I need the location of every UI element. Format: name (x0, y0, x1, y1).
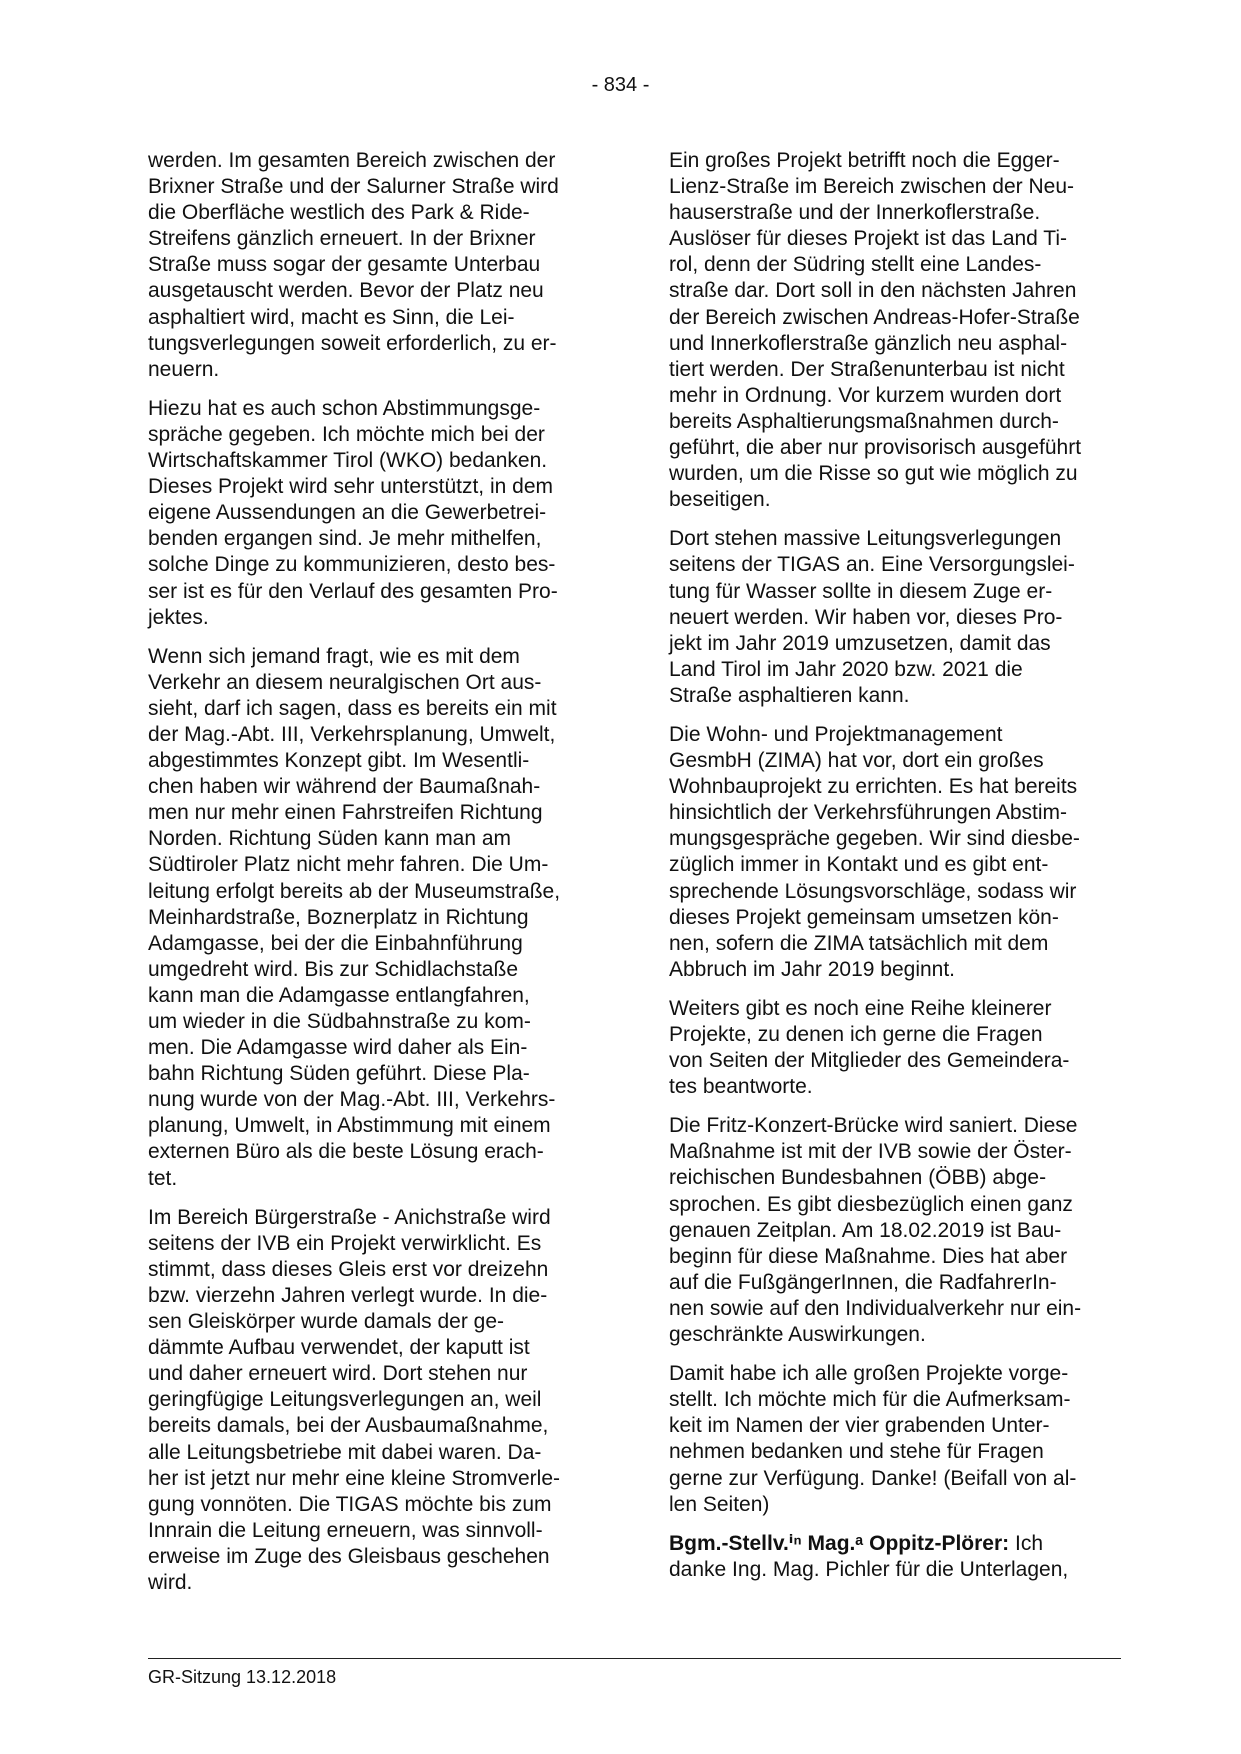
text-line: bzw. vierzehn Jahren verlegt wurde. In die- (148, 1283, 548, 1307)
text-line: hauserstraße und der Innerkoflerstraße. (669, 201, 1041, 225)
text-line: mehr in Ordnung. Vor kurzem wurden dort (669, 383, 1062, 407)
text-line: Streifens gänzlich erneuert. In der Brixner (148, 227, 536, 251)
text-line: Damit habe ich alle großen Projekte vorge- (669, 1362, 1069, 1386)
paragraph (148, 644, 596, 1192)
text-line: dämmte Aufbau verwendet, der kaputt ist (148, 1336, 530, 1360)
text-line: jektes. (148, 605, 209, 629)
text-line: keit im Namen der vier grabenden Unter- (669, 1414, 1050, 1438)
text-line: eigene Aussendungen an die Gewerbetrei- (148, 501, 547, 525)
text-line: Wenn sich jemand fragt, wie es mit dem (148, 644, 520, 668)
footer-divider (148, 1658, 1121, 1659)
text-line: Südtiroler Platz nicht mehr fahren. Die Um- (148, 853, 549, 877)
text-line: Wirtschaftskammer Tirol (WKO) bedanken. (148, 449, 548, 473)
text-line: gung vonnöten. Die TIGAS möchte bis zum (148, 1492, 552, 1516)
text-line: hinsichtlich der Verkehrsführungen Abstim- (669, 801, 1068, 825)
text-line: rol, denn der Südring stellt eine Landes- (669, 253, 1042, 277)
text-line: der Bereich zwischen Andreas-Hofer-Straße (669, 305, 1080, 329)
text-line: alle Leitungsbetriebe mit dabei waren. Da- (148, 1440, 542, 1464)
text-line: geringfügige Leitungsverlegungen an, weil (148, 1388, 542, 1412)
text-line: Die Wohn- und Projektmanagement (669, 722, 1003, 746)
text-line: nen sowie auf den Individualverkehr nur ein- (669, 1296, 1082, 1320)
text-line: der Mag.-Abt. III, Verkehrsplanung, Umwelt, (148, 722, 556, 746)
text-line: seitens der TIGAS an. Eine Versorgungslei- (669, 553, 1075, 577)
text-line: sieht, darf ich sagen, dass es bereits ein mit (148, 696, 557, 720)
text-line: bahn Richtung Süden geführt. Diese Pla- (148, 1062, 530, 1086)
text-line: Dieses Projekt wird sehr unterstützt, in dem (148, 475, 553, 499)
text-line: auf die FußgängerInnen, die RadfahrerIn- (669, 1270, 1057, 1294)
text-line: dieses Projekt gemeinsam umsetzen kön- (669, 905, 1059, 929)
paragraph (669, 1113, 1117, 1348)
text-line: tung für Wasser sollte in diesem Zuge er- (669, 579, 1053, 603)
text-line: Im Bereich Bürgerstraße - Anichstraße wird (148, 1205, 551, 1229)
text-line: asphaltiert wird, macht es Sinn, die Lei- (148, 305, 515, 329)
text-line: sen Gleiskörper wurde damals der ge- (148, 1310, 504, 1334)
text-line: geführt, die aber nur provisorisch ausgeführt (669, 436, 1082, 460)
text-line: Land Tirol im Jahr 2020 bzw. 2021 die (669, 657, 1023, 681)
text-line: len Seiten) (669, 1492, 770, 1516)
text-line: Innrain die Leitung erneuern, was sinnvoll- (148, 1518, 543, 1542)
text-line: Abbruch im Jahr 2019 beginnt. (669, 957, 956, 981)
text-line: nen, sofern die ZIMA tatsächlich mit dem (669, 931, 1049, 955)
paragraph (669, 526, 1117, 709)
text-line: stimmt, dass dieses Gleis erst vor dreizehn (148, 1257, 549, 1281)
text-line: sprochen. Es gibt diesbezüglich einen ganz (669, 1192, 1073, 1216)
text-line: Brixner Straße und der Salurner Straße wird (148, 175, 559, 199)
text-line: Auslöser für dieses Projekt ist das Land Ti- (669, 227, 1068, 251)
text-line: wird. (148, 1570, 193, 1594)
speaker-text-start: Ich (1009, 1531, 1044, 1555)
text-line: von Seiten der Mitglieder des Gemeindera- (669, 1049, 1070, 1073)
text-line: und Innerkoflerstraße gänzlich neu asphal- (669, 331, 1068, 355)
text-line: und daher erneuert wird. Dort stehen nur (148, 1362, 528, 1386)
text-line: Norden. Richtung Süden kann man am (148, 827, 512, 851)
text-line: umgedreht wird. Bis zur Schidlachstaße (148, 957, 518, 981)
text-line: men. Die Adamgasse wird daher als Ein- (148, 1036, 528, 1060)
text-line: tungsverlegungen soweit erforderlich, zu er- (148, 331, 557, 355)
text-line: Straße muss sogar der gesamte Unterbau (148, 253, 541, 277)
text-line: sprechende Lösungsvorschläge, sodass wir (669, 879, 1077, 903)
text-line: jekt im Jahr 2019 umzusetzen, damit das (669, 631, 1051, 655)
text-line: erweise im Zuge des Gleisbaus geschehen (148, 1544, 550, 1568)
left-text-column (148, 148, 596, 1609)
text-line: Maßnahme ist mit der IVB sowie der Öster- (669, 1140, 1072, 1164)
text-line: Meinhardstraße, Boznerplatz in Richtung (148, 905, 529, 929)
text-line: Projekte, zu denen ich gerne die Fragen (669, 1023, 1043, 1046)
text-line: geschränkte Auswirkungen. (669, 1323, 926, 1347)
text-line: Weiters gibt es noch eine Reihe kleinerer (669, 996, 1052, 1020)
text-line: tet. (148, 1166, 178, 1190)
text-line: GesmbH (ZIMA) hat vor, dort ein großes (669, 749, 1044, 773)
text-line: Lienz-Straße im Bereich zwischen der Neu- (669, 175, 1074, 199)
text-line: solche Dinge zu kommunizieren, desto bes- (148, 553, 556, 577)
text-line: um wieder in die Südbahnstraße zu kom- (148, 1010, 531, 1033)
page-number: - 834 - (591, 74, 650, 96)
text-line: benden ergangen sind. Je mehr mithelfen, (148, 527, 542, 551)
text-line: beseitigen. (669, 488, 771, 512)
text-line: abgestimmtes Konzept gibt. Im Wesentli- (148, 749, 530, 773)
paragraph (148, 396, 596, 631)
text-line: genauen Zeitplan. Am 18.02.2019 ist Bau- (669, 1218, 1062, 1242)
text-line: straße dar. Dort soll in den nächsten Jahren (669, 279, 1077, 303)
text-line: beginn für diese Maßnahme. Dies hat aber (669, 1244, 1068, 1268)
text-line: tiert werden. Der Straßenunterbau ist nicht (669, 357, 1065, 381)
text-line: chen haben wir während der Baumaßnah- (148, 775, 541, 799)
text-line: Adamgasse, bei der die Einbahnführung (148, 931, 523, 955)
text-line: kann man die Adamgasse entlangfahren, (148, 983, 530, 1007)
right-text-column (669, 148, 1117, 1596)
text-line: mungsgespräche gegeben. Wir sind diesbe- (669, 827, 1080, 851)
text-line: stellt. Ich möchte mich für die Aufmerksam- (669, 1388, 1071, 1412)
speaker-name: Bgm.-Stellv.ⁱⁿ Mag.ᵃ Oppitz-Plörer: (669, 1531, 1010, 1555)
text-line: Ein großes Projekt betrifft noch die Egger- (669, 149, 1060, 172)
text-line: die Oberfläche westlich des Park & Ride- (148, 201, 530, 225)
paragraph (669, 1361, 1117, 1518)
speaker-paragraph (669, 1531, 1117, 1583)
paragraph (148, 1205, 596, 1596)
text-line: wurden, um die Risse so gut wie möglich zu (669, 462, 1078, 486)
text-line: Wohnbauprojekt zu errichten. Es hat bereits (669, 775, 1078, 799)
text-line: reichischen Bundesbahnen (ÖBB) abge- (669, 1166, 1047, 1190)
text-line: Hiezu hat es auch schon Abstimmungsge- (148, 396, 541, 420)
footer-session-label: GR-Sitzung 13.12.2018 (148, 1667, 337, 1687)
text-line: neuert werden. Wir haben vor, dieses Pro- (669, 605, 1063, 629)
text-line: neuern. (148, 357, 220, 381)
text-line: men nur mehr einen Fahrstreifen Richtung (148, 801, 543, 825)
speaker-line (669, 1531, 1117, 1557)
text-line: leitung erfolgt bereits ab der Museumstraße, (148, 879, 561, 903)
paragraph (669, 722, 1117, 983)
text-line: ser ist es für den Verlauf des gesamten Pro- (148, 579, 558, 603)
text-line: gerne zur Verfügung. Danke! (Beifall von al- (669, 1466, 1077, 1490)
text-line: Dort stehen massive Leitungsverlegungen (669, 527, 1062, 551)
text-line: tes beantworte. (669, 1075, 813, 1099)
speaker-text-continuation: danke Ing. Mag. Pichler für die Unterlagen, (669, 1557, 1069, 1581)
text-line: nung wurde von der Mag.-Abt. III, Verkehrs- (148, 1088, 556, 1112)
text-line: seitens der IVB ein Projekt verwirklicht. Es (148, 1231, 542, 1255)
text-line: Straße asphaltieren kann. (669, 683, 910, 707)
text-line: externen Büro als die beste Lösung erach- (148, 1140, 544, 1164)
paragraph (148, 148, 596, 383)
text-line: werden. Im gesamten Bereich zwischen der (148, 149, 556, 172)
paragraph (669, 996, 1117, 1100)
text-line: planung, Umwelt, in Abstimmung mit einem (148, 1114, 551, 1138)
text-line: bereits Asphaltierungsmaßnahmen durch- (669, 409, 1059, 433)
text-line: ausgetauscht werden. Bevor der Platz neu (148, 279, 544, 303)
text-line: bereits damals, bei der Ausbaumaßnahme, (148, 1414, 549, 1438)
text-line: Verkehr an diesem neuralgischen Ort aus- (148, 670, 542, 694)
text-line: züglich immer in Kontakt und es gibt ent- (669, 853, 1049, 877)
text-line: nehmen bedanken und stehe für Fragen (669, 1440, 1044, 1464)
paragraph (669, 148, 1117, 513)
text-line: her ist jetzt nur mehr eine kleine Stromverle- (148, 1466, 560, 1490)
text-line: Die Fritz-Konzert-Brücke wird saniert. Diese (669, 1114, 1078, 1138)
text-line: spräche gegeben. Ich möchte mich bei der (148, 422, 545, 446)
